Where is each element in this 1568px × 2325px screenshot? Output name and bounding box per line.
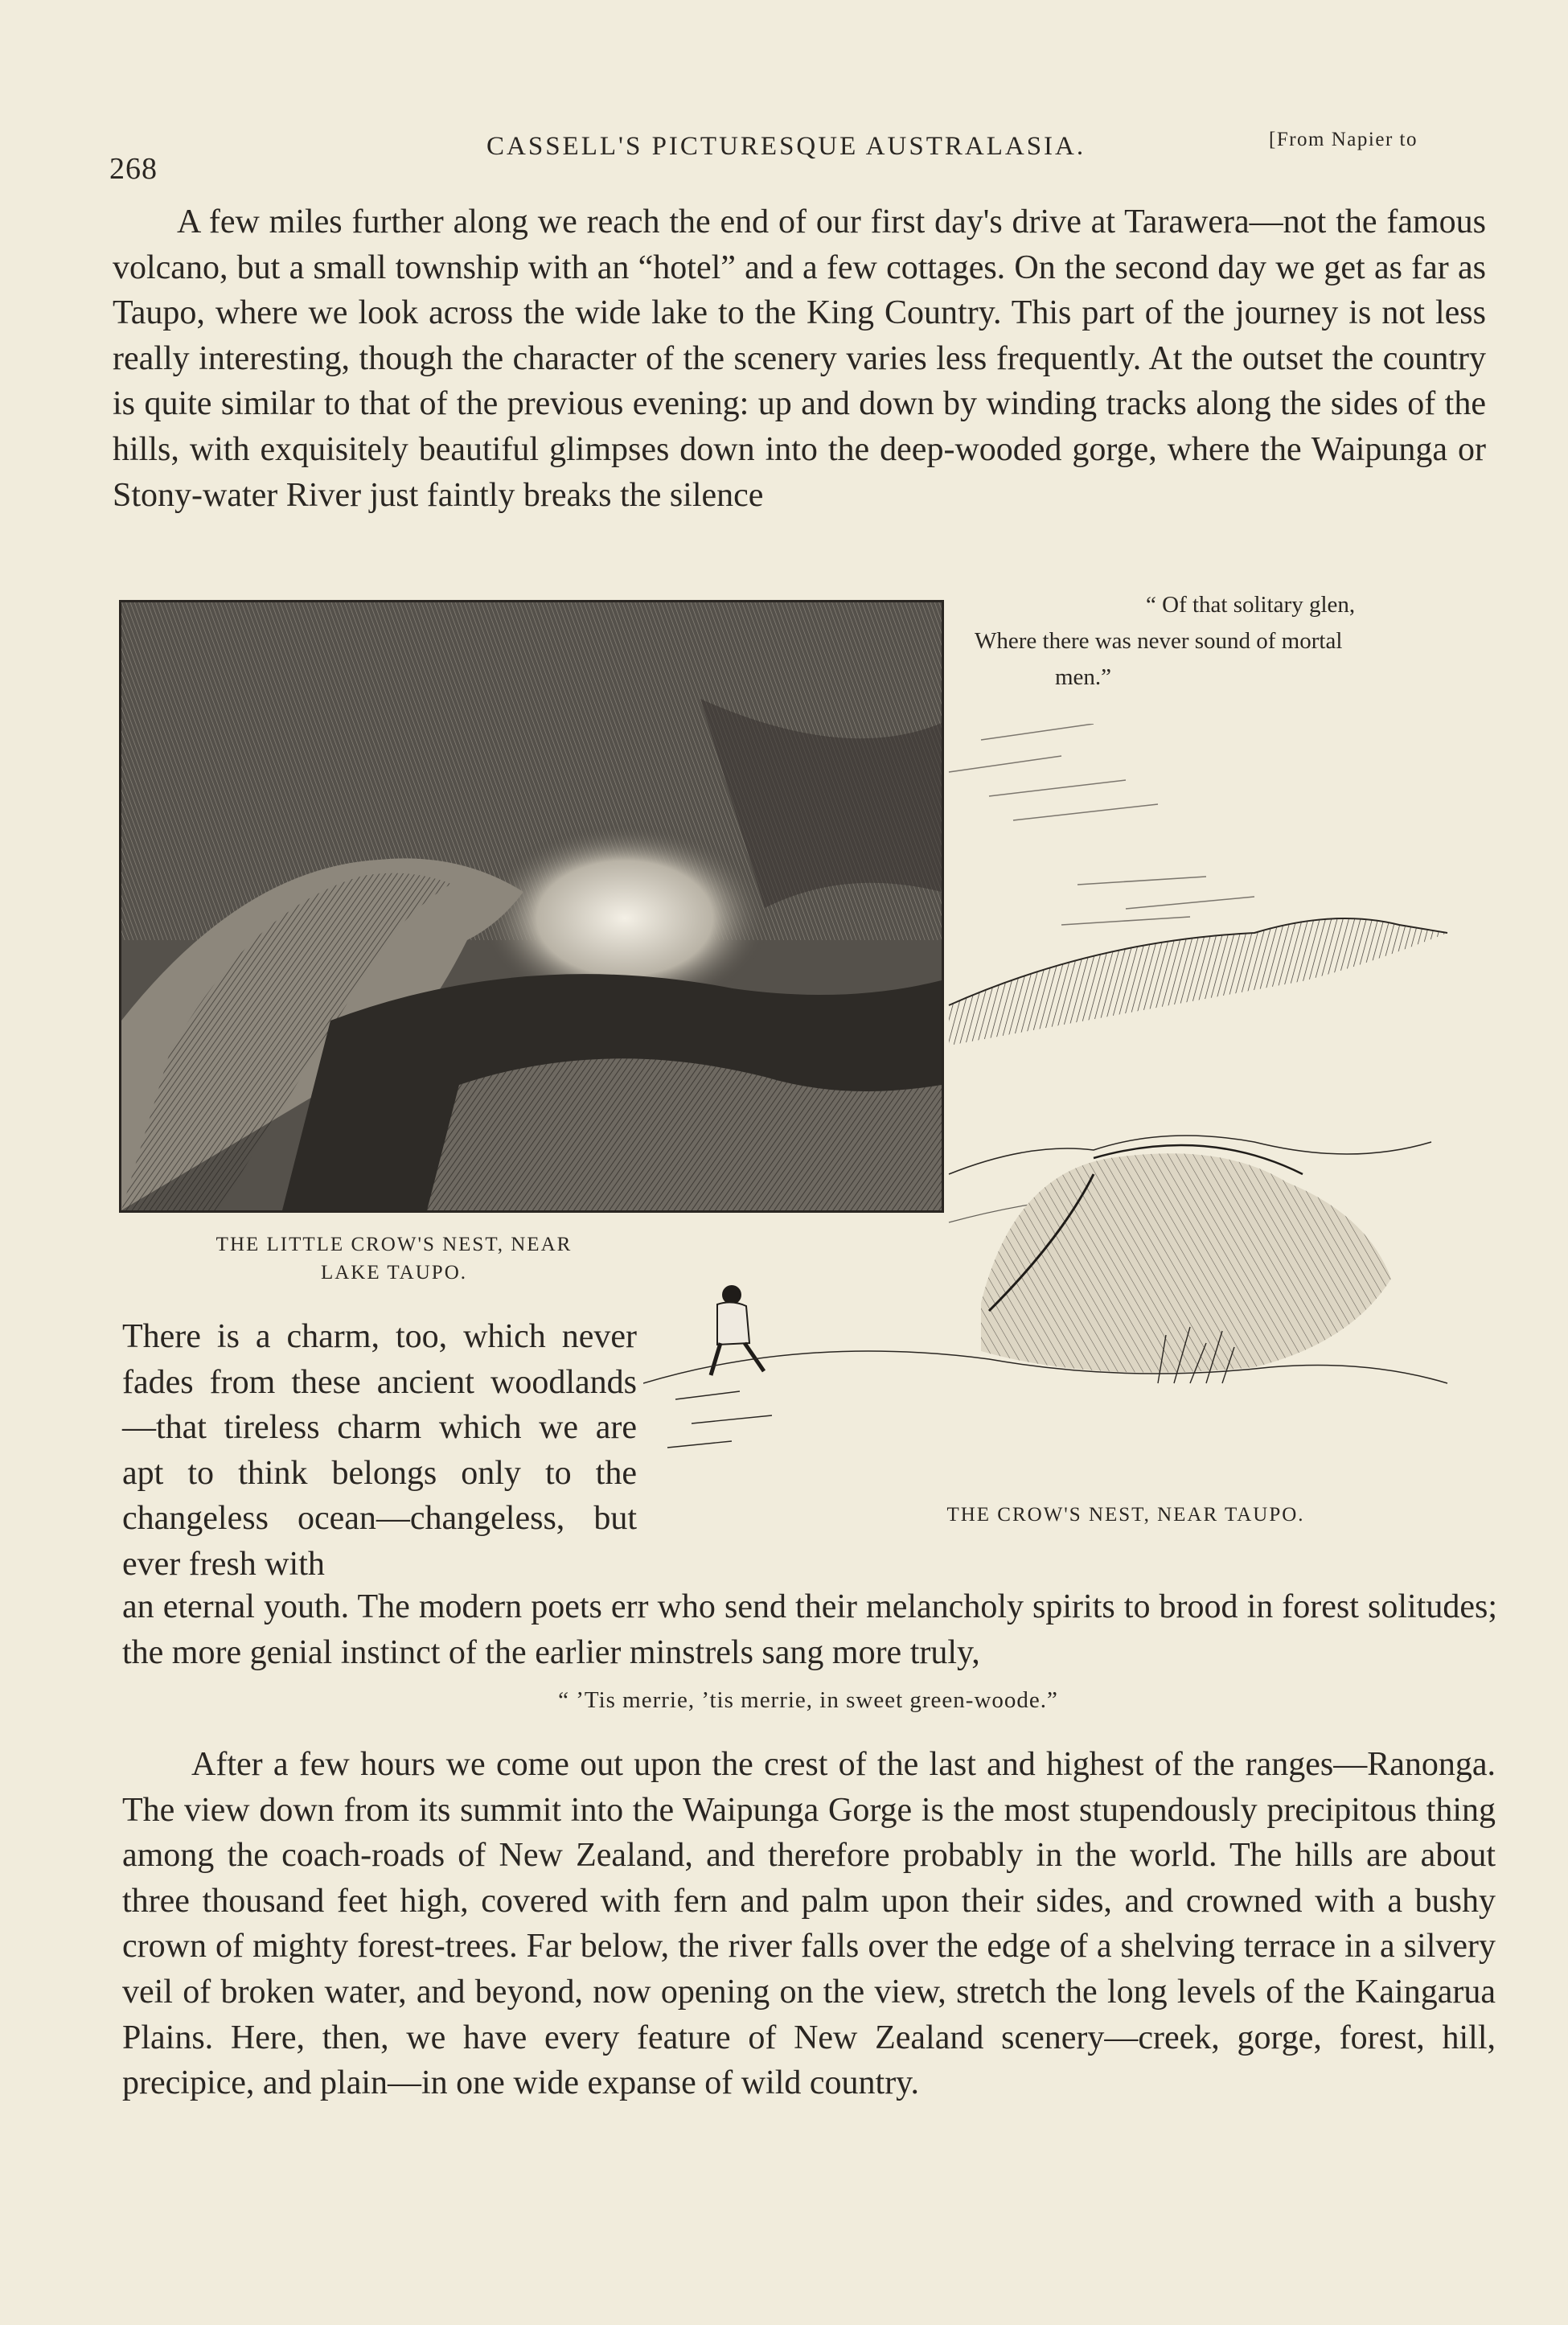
running-title: CASSELL'S PICTURESQUE AUSTRALASIA. (486, 132, 1086, 161)
quote-line: Where there was never sound of mortal (975, 628, 1343, 654)
paragraph-charm: There is a charm, too, which never fades from these ancient woodlands—that tireless charm which we are apt to think belongs only to the changeless ocean—changeless, but ever fresh with (122, 1318, 637, 1583)
paragraph-intro: A few miles further along we reach the end of our first day's drive at Tarawera—not the famous volcano, but a small township with an “hotel” and a few cottages. On the second day we get as far as Taupo, where we look across the wide lake to the King Country. This part of the journey is not less really interesting, though the character of the scenery varies less frequently. At the outset the country is quite similar to that of the previous evening: up and down by winding tracks along the sides of the hills, with exquisitely beautiful glimpses down into the deep-wooded gorge, where the Waipunga or Stony-water River just faintly breaks the silence (113, 203, 1486, 514)
paragraph-crest: After a few hours we come out upon the crest of the last and highest of the ranges—Ranonga. The view down from its summit into the Waipunga Gorge is the most stupendously precipitous thing among the coach-roads of New Zealand, and therefore probably in the world. The hills are about three thousand feet high, covered with fern and palm upon their sides, and crowned with a bushy crown of mighty forest-trees. Far below, the river falls over the edge of a shelving terrace in a silvery veil of broken water, and beyond, now opening on the view, stretch the long levels of the Kaingarua Plains. Here, then, we have every feature of New Zealand scenery—creek, gorge, forest, hill, precipice, and plain—in one wide expanse of wild country. (122, 1746, 1496, 2102)
paragraph-charm-continued: an eternal youth. The modern poets err who send their melancholy spirits to brood in forest solitudes; the more genial instinct of the earlier minstrels sang more truly, (122, 1588, 1497, 1671)
caption-little-crows-nest (185, 1230, 603, 1287)
page-number: 268 (109, 152, 158, 186)
caption-crows-nest: THE CROW'S NEST, NEAR TAUPO. (946, 1504, 1305, 1526)
quote-greenwood: “ ’Tis merrie, ’tis merrie, in sweet green-woode.” (558, 1687, 1058, 1713)
caption-line: LAKE TAUPO. (320, 1262, 468, 1284)
quote-solitary-glen (975, 587, 1505, 696)
sketch-crows-nest (643, 724, 1520, 1520)
section-header: [From Napier to (1269, 129, 1418, 150)
quote-line: men.” (1055, 664, 1112, 690)
sketch-illustration (643, 724, 1520, 1520)
quote-line: “ Of that solitary glen, (1146, 592, 1356, 618)
caption-line: THE LITTLE CROW'S NEST, NEAR (215, 1234, 573, 1255)
